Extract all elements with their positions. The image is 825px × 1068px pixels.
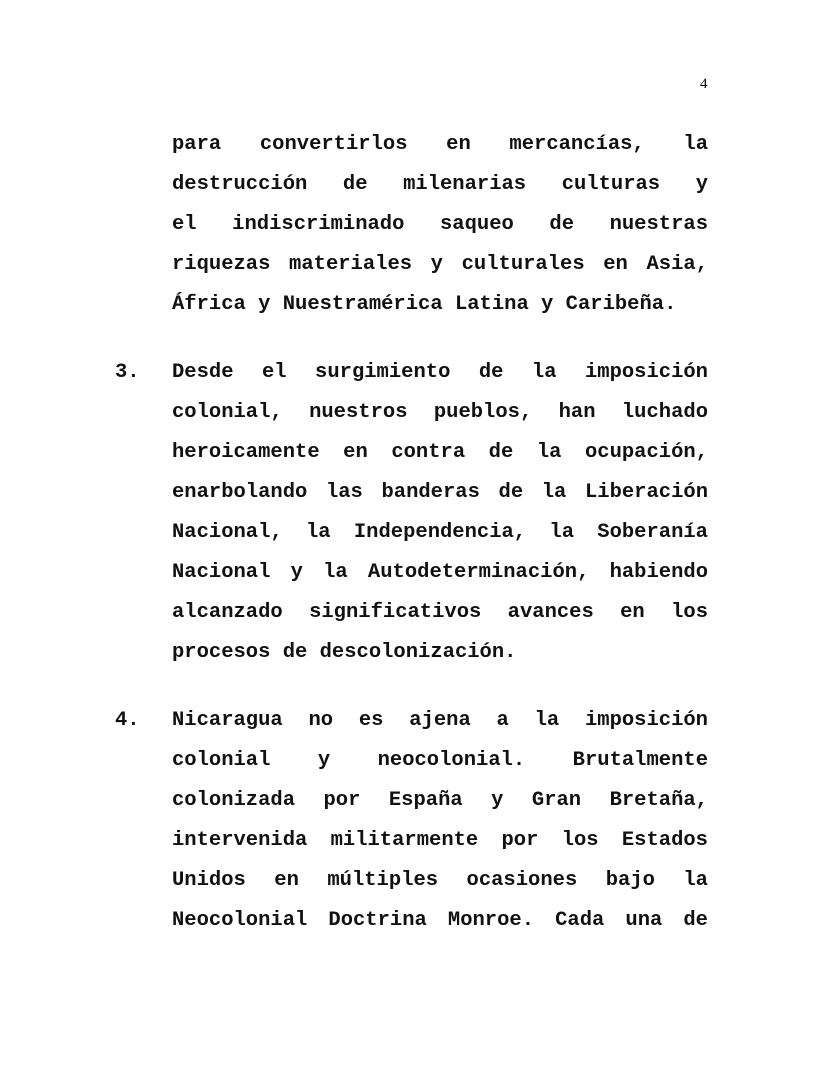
text-line: heroicamente en contra de la ocupación,	[172, 441, 708, 464]
text-line: colonial y neocolonial. Brutalmente	[172, 749, 708, 772]
text-line: Unidos en múltiples ocasiones bajo la	[172, 869, 708, 892]
text-line: colonial, nuestros pueblos, han luchado	[172, 401, 708, 424]
text-line: el indiscriminado saqueo de nuestras	[172, 213, 708, 236]
item-number: 4.	[115, 709, 140, 732]
text-line: África y Nuestramérica Latina y Caribeña.	[172, 293, 677, 316]
text-line: riquezas materiales y culturales en Asia,	[172, 253, 708, 276]
text-line: Nicaragua no es ajena a la imposición	[172, 709, 708, 732]
text-line: enarbolando las banderas de la Liberación	[172, 481, 708, 504]
text-line: destrucción de milenarias culturas y	[172, 173, 708, 196]
text-line: intervenida militarmente por los Estados	[172, 829, 708, 852]
page-number: 4	[700, 76, 708, 92]
text-line: Nacional y la Autodeterminación, habiendo	[172, 561, 708, 584]
item-number: 3.	[115, 361, 140, 384]
text-line: colonizada por España y Gran Bretaña,	[172, 789, 708, 812]
text-line: Desde el surgimiento de la imposición	[172, 361, 708, 384]
text-line: Neocolonial Doctrina Monroe. Cada una de	[172, 909, 708, 932]
text-line: procesos de descolonización.	[172, 641, 517, 664]
text-line: alcanzado significativos avances en los	[172, 601, 708, 624]
text-line: para convertirlos en mercancías, la	[172, 133, 708, 156]
text-line: Nacional, la Independencia, la Soberanía	[172, 521, 708, 544]
